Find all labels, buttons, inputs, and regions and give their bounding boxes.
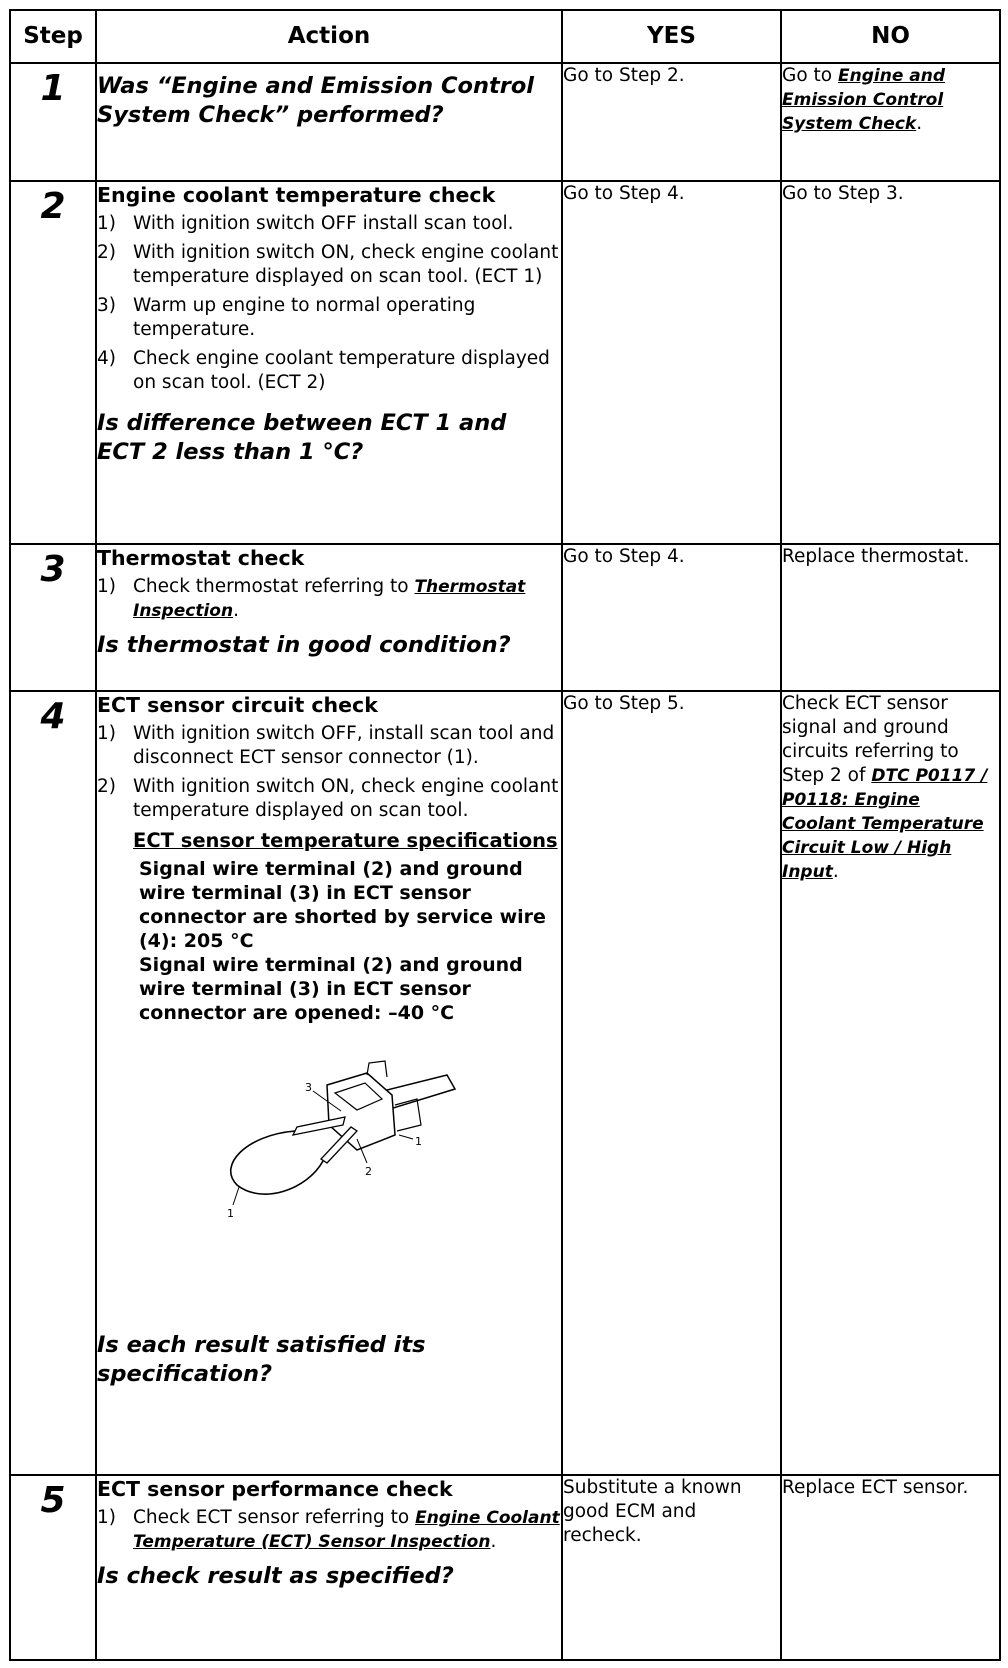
step-question: Is difference between ECT 1 and ECT 2 less than 1 °C?: [97, 409, 507, 465]
action-cell: [96, 63, 562, 181]
header-yes: YES: [562, 10, 781, 63]
spec-heading: ECT sensor temperature specifications: [133, 829, 558, 853]
no-link[interactable]: DTC P0117 / P0118: Engine Coolant Temperature Circuit Low / High Input: [782, 766, 988, 883]
yes-cell: Go to Step 2.: [562, 63, 781, 181]
step-title: ECT sensor performance check: [97, 1477, 453, 1502]
action-cell: [96, 1475, 562, 1660]
list-item: 2) With ignition switch ON, check engine coolant temperature displayed on scan tool.: [97, 776, 559, 822]
step-question: Is each result satisfied its specification?: [97, 1332, 426, 1388]
step-title: Thermostat check: [97, 545, 305, 570]
header-action: Action: [96, 10, 562, 63]
spec-item: Signal wire terminal (2) and ground wire terminal (3) in ECT sensor connector are shorted by service wire (4): 205 °C: [139, 858, 546, 953]
header-step: Step: [10, 10, 96, 63]
step-question: Was “Engine and Emission Control System Check” performed?: [97, 72, 534, 128]
action-cell: [96, 544, 562, 692]
step-title: ECT sensor circuit check: [97, 693, 378, 718]
step-number: 3: [10, 544, 96, 692]
yes-cell: Go to Step 5.: [562, 691, 781, 1475]
step-number: 5: [10, 1475, 96, 1660]
step-title: Engine coolant temperature check: [97, 182, 496, 207]
list-item: 2) With ignition switch ON, check engine coolant temperature displayed on scan tool. (ECT 1): [97, 241, 559, 287]
no-link[interactable]: Engine and Emission Control System Check: [782, 65, 946, 134]
table-row: [10, 63, 1000, 181]
table-row: [10, 181, 1000, 544]
list-item: 1) Check thermostat referring to Thermostat Inspection.: [97, 575, 526, 621]
table-row: [10, 1475, 1000, 1660]
action-cell: [96, 181, 562, 544]
diagnostic-table: [9, 9, 1001, 1661]
reference-link[interactable]: Thermostat Inspection: [133, 576, 526, 621]
action-cell: [96, 691, 562, 1475]
instruction-list: [97, 575, 561, 623]
step-question: Is check result as specified?: [97, 1563, 454, 1590]
step-number: 1: [10, 63, 96, 181]
figure-label: 3: [305, 1081, 312, 1095]
figure-label: 2: [365, 1165, 372, 1179]
yes-cell: Substitute a known good ECM and recheck.: [562, 1475, 781, 1660]
reference-link[interactable]: Engine Coolant Temperature (ECT) Sensor Inspection: [133, 1508, 560, 1553]
step-number: 4: [10, 691, 96, 1475]
list-item: 1) With ignition switch OFF install scan tool.: [97, 212, 514, 234]
no-cell: Replace ECT sensor.: [781, 1475, 1000, 1660]
instruction-list: [97, 1506, 561, 1554]
instruction-list: [97, 722, 561, 823]
spec-item: Signal wire terminal (2) and ground wire terminal (3) in ECT sensor connector are opened: –40 °C: [139, 954, 523, 1025]
list-item: 4) Check engine coolant temperature displayed on scan tool. (ECT 2): [97, 347, 550, 393]
step-question: Is thermostat in good condition?: [97, 631, 511, 658]
table-row: [10, 544, 1000, 692]
instruction-list: [97, 212, 561, 395]
no-cell: Go to Engine and Emission Control System Check.: [781, 63, 1000, 181]
header-no: NO: [781, 10, 1000, 63]
yes-cell: Go to Step 4.: [562, 181, 781, 544]
header-row: [10, 10, 1000, 63]
ect-connector-illustration: [217, 1055, 477, 1235]
list-item: 3) Warm up engine to normal operating temperature.: [97, 294, 476, 340]
figure-label: 1: [415, 1135, 422, 1149]
list-item: 1) With ignition switch OFF, install scan tool and disconnect ECT sensor connector (1).: [97, 723, 555, 769]
list-item: 1) Check ECT sensor referring to Engine Coolant Temperature (ECT) Sensor Inspection.: [97, 1507, 560, 1553]
table-row: [10, 691, 1000, 1475]
step-number: 2: [10, 181, 96, 544]
no-cell: Check ECT sensor signal and ground circuits referring to Step 2 of DTC P0117 / P0118: Engine Coolant Temperature Circuit Low / High Input.: [781, 691, 1000, 1475]
yes-cell: Go to Step 4.: [562, 544, 781, 692]
no-cell: Go to Step 3.: [781, 181, 1000, 544]
no-cell: Replace thermostat.: [781, 544, 1000, 692]
figure-label: 1: [227, 1207, 234, 1221]
